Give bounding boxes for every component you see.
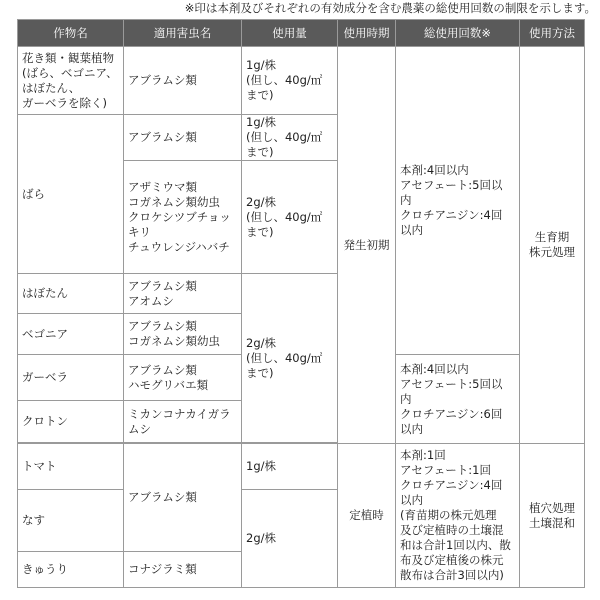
crop-cell: はぼたん [18, 274, 124, 314]
total-uses-cell: 本剤:4回以内 アセフェート:5回以 内 クロチアニジン:4回 以内 [396, 47, 520, 355]
dose-cell: 2g/株 (但し、40g/㎡ まで) [242, 161, 338, 274]
header-total-uses: 総使用回数※ [396, 20, 520, 47]
total-uses-cell: 本剤:4回以内 アセフェート:5回以 内 クロチアニジン:6回 以内 [396, 355, 520, 444]
pest-cell: アザミウマ類 コガネムシ類幼虫 クロケシツブチョッ キリ チュウレンジハバチ [124, 161, 242, 274]
crop-cell: ベゴニア [18, 314, 124, 355]
dose-cell: 1g/株 (但し、40g/㎡ まで) [242, 47, 338, 115]
crop-cell: トマト [18, 444, 124, 490]
crop-cell: きゅうり [18, 552, 124, 588]
dose-cell: 2g/株 [242, 490, 338, 588]
crop-cell: ガーベラ [18, 355, 124, 401]
crop-cell: 花き類・観葉植物 (ばら、ベゴニア、 はぼたん、 ガーベラを除く) [18, 47, 124, 115]
dose-cell: 2g/株 (但し、40g/㎡ まで) [242, 274, 338, 443]
table-row [18, 47, 585, 115]
usage-restriction-note: ※印は本剤及びそれぞれの有効成分を含む農薬の総使用回数の制限を示します。 [184, 1, 596, 15]
pest-cell: アブラムシ類 ハモグリバエ類 [124, 355, 242, 401]
pest-cell: アブラムシ類 [124, 47, 242, 115]
pesticide-usage-table [17, 19, 585, 588]
pest-cell: アブラムシ類 アオムシ [124, 274, 242, 314]
pest-cell: コナジラミ類 [124, 552, 242, 588]
method-cell: 生育期 株元処理 [520, 47, 585, 444]
timing-cell: 定植時 [338, 444, 396, 588]
crop-cell: ばら [18, 115, 124, 274]
header-row [18, 20, 585, 47]
method-cell: 植穴処理 土壌混和 [520, 444, 585, 588]
crop-cell: クロトン [18, 401, 124, 443]
header-crop: 作物名 [18, 20, 124, 47]
crop-cell: なす [18, 490, 124, 552]
timing-cell: 発生初期 [338, 47, 396, 444]
header-method: 使用方法 [520, 20, 585, 47]
header-pest: 適用害虫名 [124, 20, 242, 47]
pest-cell: アブラムシ類 [124, 115, 242, 161]
pest-cell: アブラムシ類 [124, 444, 242, 552]
header-dose: 使用量 [242, 20, 338, 47]
dose-cell: 1g/株 (但し、40g/㎡ まで) [242, 115, 338, 161]
header-timing: 使用時期 [338, 20, 396, 47]
pest-cell: ミカンコナカイガラ ムシ [124, 401, 242, 443]
table-row [18, 444, 585, 490]
total-uses-cell: 本剤:1回 アセフェート:1回 クロチアニジン:4回 以内 (育苗期の株元処理 及び定植時の土壌混 和は合計1回以内、散 布及び定植後の株元 散布は合計3回以内) [396, 444, 520, 588]
pest-cell: アブラムシ類 コガネムシ類幼虫 [124, 314, 242, 355]
dose-cell: 1g/株 [242, 444, 338, 490]
